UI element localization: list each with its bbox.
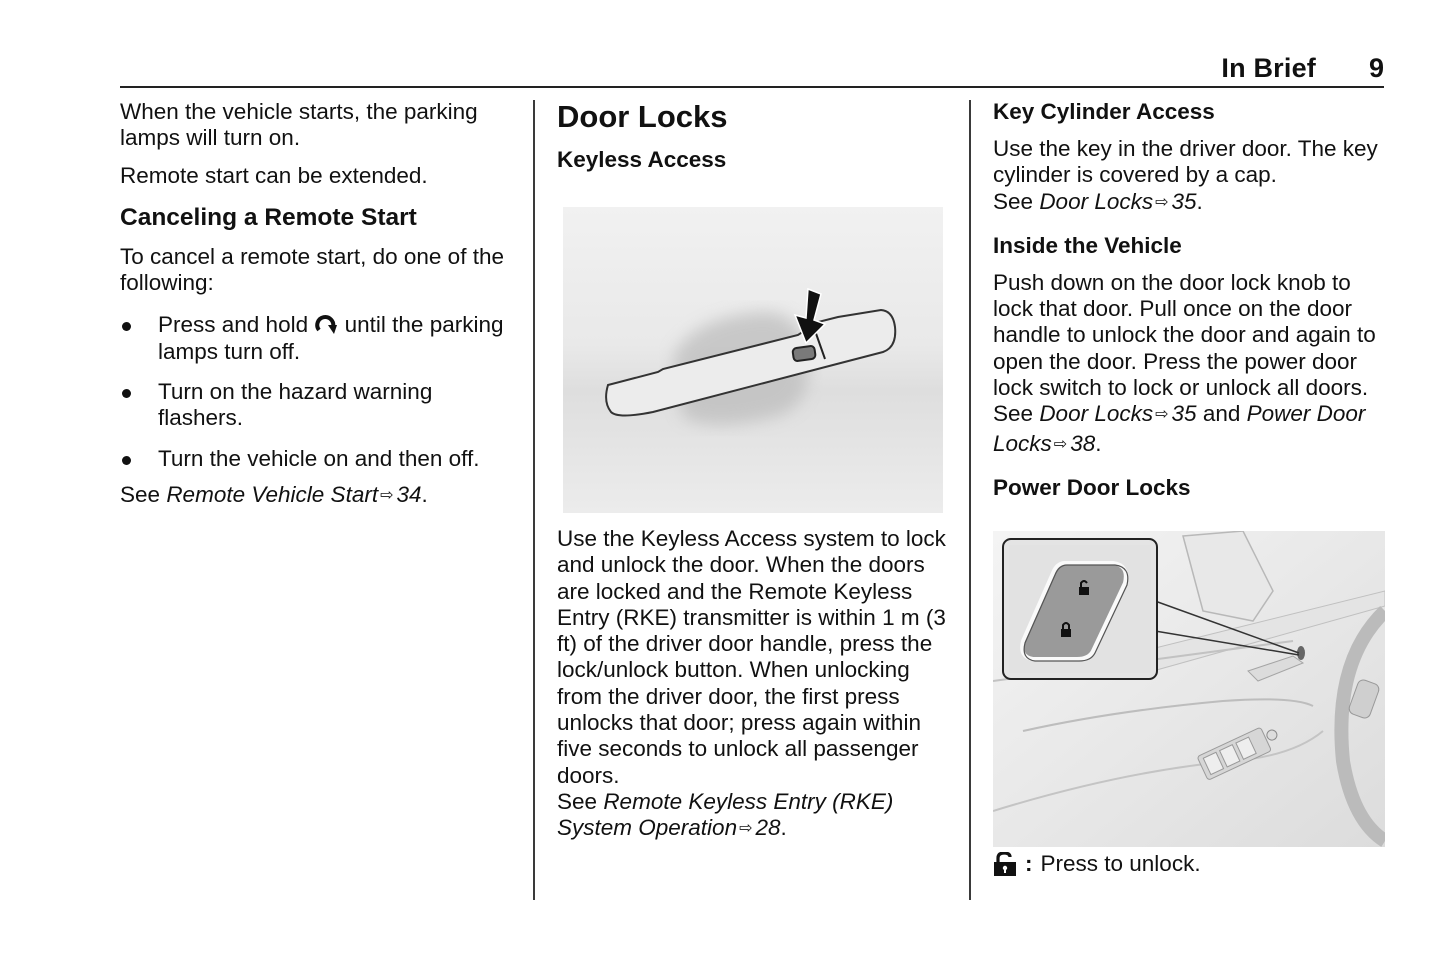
remote-start-icon — [314, 313, 338, 335]
paragraph: Push down on the door lock knob to lock that door. Pull once on the door handle to unlock the door and again to open the door. Press the power door lock switch to lock or unlock all doors. — [993, 269, 1376, 401]
paragraph: When the vehicle starts, the parking lamps will turn on. — [120, 99, 478, 151]
door-handle-drawing — [563, 207, 943, 513]
subheading: Key Cylinder Access — [993, 99, 1215, 124]
page-ref[interactable]: 38 — [1070, 430, 1096, 456]
bullet-icon — [122, 322, 131, 331]
caption-separator: : — [1025, 850, 1033, 876]
page-arrow-icon: ⇨ — [1155, 406, 1169, 424]
page-arrow-icon: ⇨ — [1155, 193, 1169, 211]
section-title: In Brief — [1221, 53, 1316, 83]
bullet-list — [120, 312, 515, 471]
caption-text: Press to unlock. — [1040, 850, 1201, 876]
page-arrow-icon: ⇨ — [380, 486, 394, 504]
subheading: Power Door Locks — [993, 474, 1191, 500]
cross-reference: See Door Locks ⇨ 35. — [993, 188, 1203, 214]
cross-reference-link[interactable]: Remote Keyless Entry (RKE) System Operation — [557, 788, 894, 841]
cross-reference-link[interactable]: Power Door Locks — [993, 401, 1366, 456]
door-panel-illustration — [993, 531, 1385, 847]
list-item: Turn the vehicle on and then off. — [120, 446, 515, 472]
column-divider — [969, 100, 971, 900]
list-item: Turn on the hazard warning flashers. — [120, 379, 515, 432]
paragraph: Remote start can be extended. — [120, 162, 428, 188]
cross-reference: See Remote Keyless Entry (RKE) System Operation ⇨ 28. — [557, 788, 894, 841]
cross-reference-link[interactable]: Door Locks — [1039, 188, 1154, 214]
paragraph: Use the Keyless Access system to lock and unlock the door. When the doors are locked and the Remote Keyless Entry (RKE) transmitter is within 1 m (3 ft) of the driver door handle, press the lock/unlock button. When unlocking from the driver door, the first press unlocks that door; press again within five seconds to unlock all passenger doors. — [557, 526, 946, 788]
paragraph: Use the key in the driver door. The key cylinder is covered by a cap. — [993, 136, 1378, 188]
figure-caption — [993, 851, 1388, 877]
door-handle-illustration — [563, 207, 943, 513]
page-arrow-icon: ⇨ — [739, 820, 753, 838]
chapter-heading: Door Locks — [557, 99, 728, 134]
page-ref[interactable]: 34 — [396, 481, 422, 507]
bullet-icon — [122, 456, 131, 465]
door-panel-drawing — [993, 531, 1385, 847]
unlock-icon — [993, 852, 1017, 876]
page-header — [120, 50, 1384, 88]
page-arrow-icon: ⇨ — [1053, 435, 1068, 453]
cross-reference-link[interactable]: Remote Vehicle Start — [166, 481, 379, 507]
page-ref[interactable]: 35 — [1171, 188, 1197, 214]
column-left — [120, 99, 515, 511]
paragraph: To cancel a remote start, do one of the following: — [120, 243, 504, 296]
cross-reference: See Remote Vehicle Start ⇨ 34. — [120, 481, 428, 507]
subheading: Inside the Vehicle — [993, 232, 1182, 258]
page-number: 9 — [1368, 53, 1384, 83]
page-ref[interactable]: 28 — [755, 815, 781, 841]
cross-reference: See Door Locks ⇨ 35 and Power Door Locks ⇨ 38. — [993, 401, 1366, 456]
cross-reference-link[interactable]: Door Locks — [1039, 401, 1154, 427]
column-middle — [557, 99, 957, 845]
subheading: Keyless Access — [557, 147, 727, 172]
column-right — [993, 99, 1388, 877]
bullet-icon — [122, 389, 131, 398]
page-ref[interactable]: 35 — [1171, 401, 1197, 427]
section-heading: Canceling a Remote Start — [120, 203, 417, 231]
column-divider — [533, 100, 535, 900]
list-item: Press and hold until the parking lamps turn off. — [120, 312, 515, 365]
